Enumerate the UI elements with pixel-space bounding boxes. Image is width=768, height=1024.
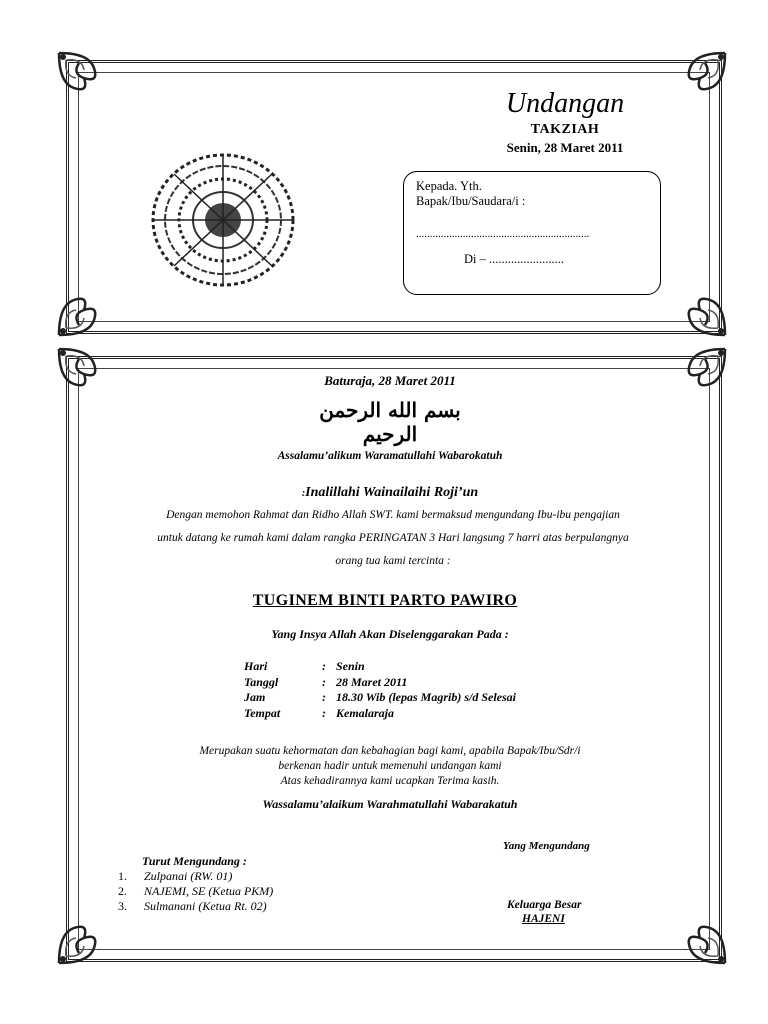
corner-ornament-tr [660,48,730,118]
corner-ornament-bl [54,270,124,340]
event-detail-row [244,690,516,705]
detail-colon: : [322,674,326,689]
inalillahi-prefix: : [301,488,306,499]
family-label: Keluarga Besar [507,899,582,911]
family-name: HAJENI [522,913,565,925]
detail-value: 28 Maret 2011 [336,674,408,689]
turut-number: 3. [118,899,127,913]
turut-number: 1. [118,869,127,883]
body-line3: orang tua kami tercinta : [335,555,451,567]
turut-item [118,869,232,884]
detail-value: Senin [336,659,365,673]
corner-ornament-tl [54,344,124,414]
turut-item [118,884,273,899]
corner-ornament-br [660,270,730,340]
turut-title: Turut Mengundang : [142,854,247,868]
place-date: Baturaja, 28 Maret 2011 [324,373,456,388]
detail-label: Tempat [244,705,281,720]
event-detail-row [244,659,365,674]
corner-ornament-tr [660,344,730,414]
turut-name: Sulmanani (Ketua Rt. 02) [144,899,267,913]
detail-colon: : [322,705,326,720]
deceased-name: TUGINEM BINTI PARTO PAWIRO [252,592,518,609]
envelope-subtitle: TAKZIAH [530,122,600,137]
detail-label: Hari [244,659,268,673]
turut-number: 2. [118,884,127,898]
closing-line2: berkenan hadir untuk memenuhi undangan kami [278,760,502,772]
signer-label: Yang Mengundang [503,840,590,852]
closing-line1: Merupakan suatu kehormatan dan kebahagian bagi kami, apabila Bapak/Ibu/Sdr/i [199,745,581,757]
address-di: Di – ........................ [464,252,564,266]
body-line1: Dengan memohon Rahmat dan Ridho Allah SWT. kami bermaksud mengundang Ibu-ibu pengajian [166,509,620,521]
detail-value: Kemalaraja [336,705,395,720]
address-line2: Bapak/Ibu/Saudara/i : [416,194,526,208]
turut-name: Zulpanai (RW. 01) [144,869,233,883]
detail-value: 18.30 Wib (lepas Magrib) s/d Selesai [336,690,517,704]
address-line1: Kepada. Yth. [416,179,482,193]
event-detail-row [244,675,407,690]
turut-item [118,899,267,914]
calligraphy-medallion-icon [148,150,298,290]
greeting: Assalamu’alikum Waramatullahi Wabarokatuh [277,450,503,462]
event-detail-row [244,706,394,721]
detail-colon: : [322,690,326,704]
address-dots: ............................................................... [416,228,590,240]
envelope-date: Senin, 28 Maret 2011 [506,140,624,155]
corner-ornament-tl [54,48,124,118]
event-intro: Yang Insya Allah Akan Diselenggarakan Pada : [271,627,509,641]
basmalah: بسم الله الرحمن الرحيم [319,398,461,446]
detail-colon: : [322,659,326,673]
detail-label: Jam [244,690,266,704]
address-box [403,171,661,295]
closing-line3: Atas kehadirannya kami ucapkan Terima kasih. [280,775,500,787]
envelope-title: Undangan [505,88,625,119]
turut-name: NAJEMI, SE (Ketua PKM) [144,884,274,898]
farewell: Wassalamu’alaikum Warahmatullahi Wabarakatuh [262,797,518,811]
inalillahi: Inalillahi Wainailaihi Roji’un [305,485,479,500]
body-line2: untuk datang ke rumah kami dalam rangka PERINGATAN 3 Hari langsung 7 harri atas berpulangnya [157,532,629,544]
corner-ornament-bl [54,898,124,968]
detail-label: Tanggl [244,674,279,689]
corner-ornament-br [660,898,730,968]
